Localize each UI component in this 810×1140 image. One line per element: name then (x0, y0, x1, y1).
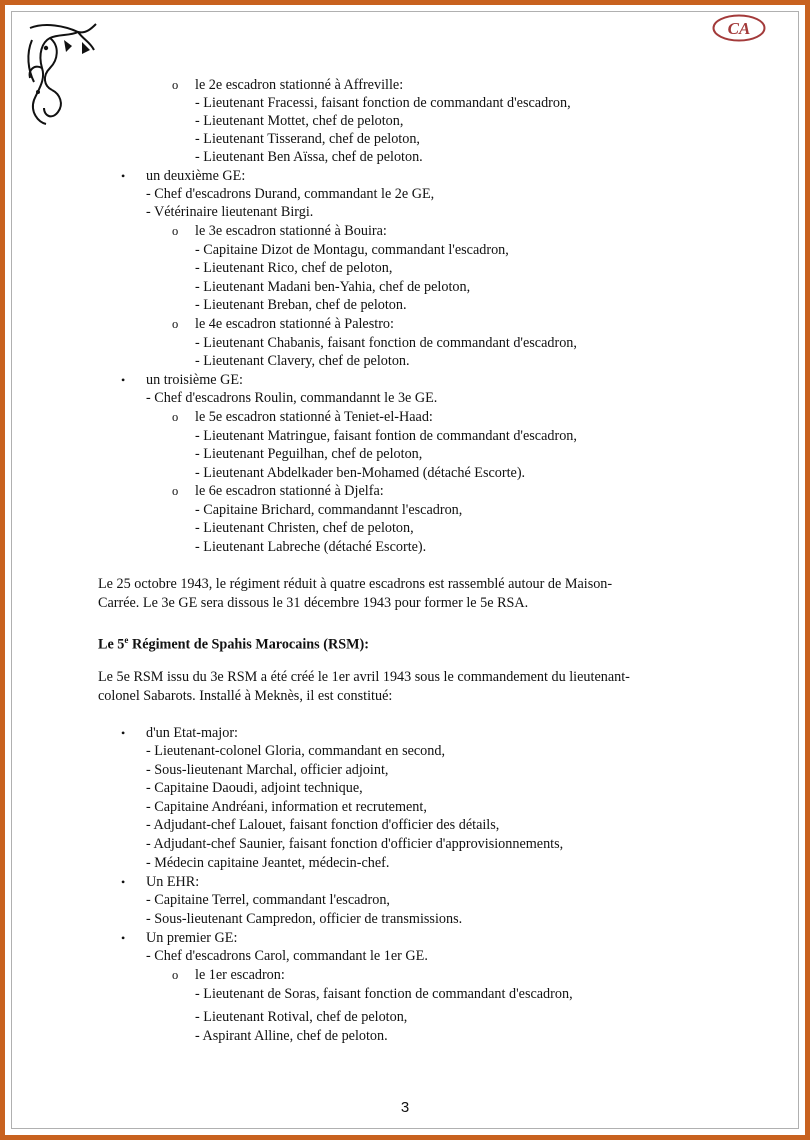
officer-line: - Capitaine Andréani, information et recrutement, (146, 799, 427, 815)
sub-bullet: o (172, 78, 179, 92)
bullet: • (121, 373, 126, 387)
officer-line: - Vétérinaire lieutenant Birgi. (146, 204, 314, 220)
escadron-line: le 2e escadron stationné à Affreville: (195, 77, 404, 93)
ca-logo-text: CA (727, 19, 751, 38)
escadron-line: le 3e escadron stationné à Bouira: (195, 223, 387, 239)
officer-line: - Aspirant Alline, chef de peloton. (195, 1028, 388, 1044)
paragraph-line: Carrée. Le 3e GE sera dissous le 31 décembre 1943 pour former le 5e RSA. (98, 595, 529, 611)
group-heading: Un EHR: (146, 874, 200, 890)
officer-line: - Sous-lieutenant Campredon, officier de transmissions. (146, 911, 463, 927)
section-heading: Le 5e Régiment de Spahis Marocains (RSM): (98, 635, 369, 653)
escadron-line: le 5e escadron stationné à Teniet-el-Haad: (195, 409, 433, 425)
officer-line: - Lieutenant Chabanis, faisant fonction de commandant d'escadron, (195, 335, 577, 351)
paragraph-line: Le 5e RSM issu du 3e RSM a été créé le 1er avril 1943 sous le commandement du lieutenant- (98, 669, 630, 685)
officer-line: - Lieutenant-colonel Gloria, commandant en second, (146, 743, 446, 759)
officer-line: - Lieutenant Mottet, chef de peloton, (195, 113, 404, 129)
officer-line: - Lieutenant Peguilhan, chef de peloton, (195, 446, 423, 462)
officer-line: - Médecin capitaine Jeantet, médecin-chef. (146, 855, 390, 871)
group-heading: Un premier GE: (146, 930, 238, 946)
officer-line: - Lieutenant Rotival, chef de peloton, (195, 1009, 408, 1025)
officer-line: - Lieutenant Matringue, faisant fontion de commandant d'escadron, (195, 428, 577, 444)
officer-line: - Capitaine Dizot de Montagu, commandant l'escadron, (195, 242, 509, 258)
officer-line: - Lieutenant Abdelkader ben-Mohamed (détaché Escorte). (195, 465, 526, 481)
officer-line: - Sous-lieutenant Marchal, officier adjoint, (146, 762, 389, 778)
sub-bullet: o (172, 224, 179, 238)
officer-line: - Lieutenant Labreche (détaché Escorte). (195, 539, 427, 555)
paragraph-line: Le 25 octobre 1943, le régiment réduit à quatre escadrons est rassemblé autour de Maison- (98, 576, 613, 592)
officer-line: - Chef d'escadrons Carol, commandant le 1er GE. (146, 948, 428, 964)
officer-line: - Lieutenant Ben Aïssa, chef de peloton. (195, 149, 423, 165)
sub-bullet: o (172, 410, 179, 424)
group-heading: un deuxième GE: (146, 168, 246, 184)
bullet: • (121, 931, 126, 945)
page-number: 3 (400, 1099, 410, 1116)
officer-line: - Adjudant-chef Lalouet, faisant fonction d'officier des détails, (146, 817, 500, 833)
escadron-line: le 4e escadron stationné à Palestro: (195, 316, 394, 332)
bullet: • (121, 169, 126, 183)
officer-line: - Capitaine Brichard, commandannt l'escadron, (195, 502, 463, 518)
officer-line: - Lieutenant de Soras, faisant fonction de commandant d'escadron, (195, 986, 573, 1002)
group-heading: d'un Etat-major: (146, 725, 238, 741)
officer-line: - Chef d'escadrons Roulin, commandannt le 3e GE. (146, 390, 438, 406)
officer-line: - Lieutenant Clavery, chef de peloton. (195, 353, 410, 369)
officer-line: - Capitaine Daoudi, adjoint technique, (146, 780, 363, 796)
sub-bullet: o (172, 484, 179, 498)
bullet: • (121, 875, 126, 889)
officer-line: - Lieutenant Breban, chef de peloton. (195, 297, 407, 313)
sub-bullet: o (172, 317, 179, 331)
officer-line: - Lieutenant Tisserand, chef de peloton, (195, 131, 420, 147)
officer-line: - Lieutenant Madani ben-Yahia, chef de peloton, (195, 279, 471, 295)
officer-line: - Lieutenant Rico, chef de peloton, (195, 260, 393, 276)
officer-line: - Chef d'escadrons Durand, commandant le 2e GE, (146, 186, 435, 202)
escadron-line: le 6e escadron stationné à Djelfa: (195, 483, 384, 499)
officer-line: - Lieutenant Fracessi, faisant fonction de commandant d'escadron, (195, 95, 571, 111)
sub-bullet: o (172, 968, 179, 982)
officer-line: - Capitaine Terrel, commandant l'escadron, (146, 892, 390, 908)
bullet: • (121, 726, 126, 740)
paragraph-line: colonel Sabarots. Installé à Meknès, il est constitué: (98, 688, 393, 704)
escadron-line: le 1er escadron: (195, 967, 285, 983)
group-heading: un troisième GE: (146, 372, 243, 388)
officer-line: - Adjudant-chef Saunier, faisant fonction d'officier d'approvisionnements, (146, 836, 564, 852)
officer-line: - Lieutenant Christen, chef de peloton, (195, 520, 414, 536)
